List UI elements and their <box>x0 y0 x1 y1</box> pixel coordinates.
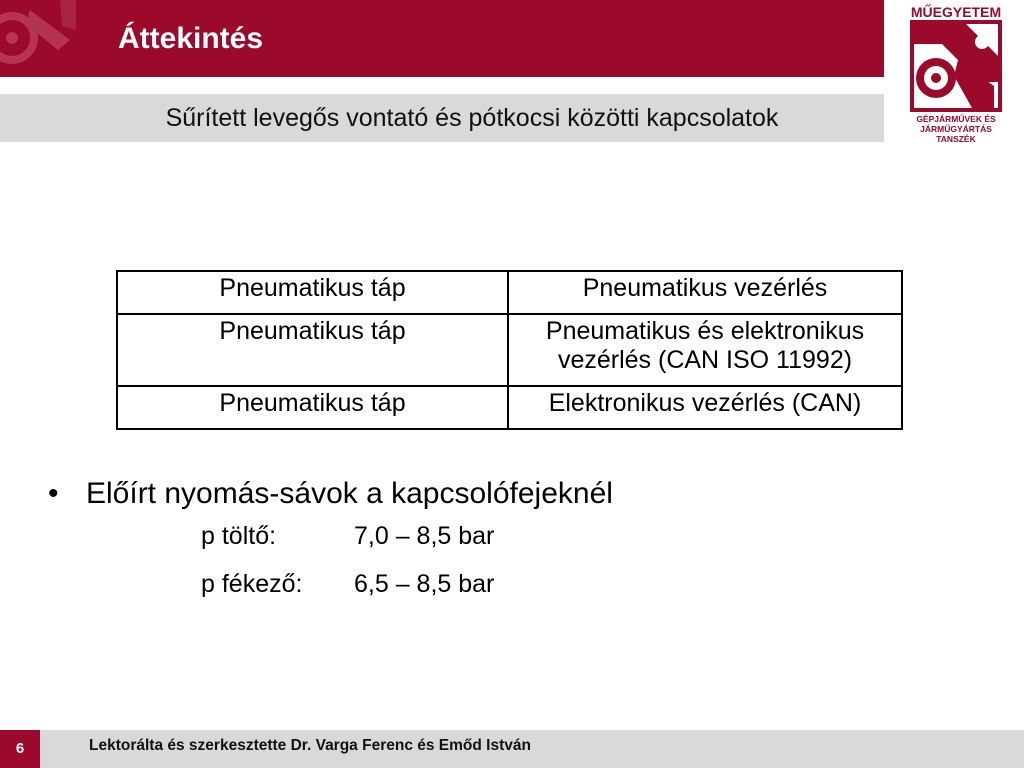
connection-table <box>116 270 903 430</box>
table-row <box>117 314 902 386</box>
table-cell: Pneumatikus és elektronikus vezérlés (CAN ISO 11992) <box>508 314 902 386</box>
table-cell: Elektronikus vezérlés (CAN) <box>508 386 902 429</box>
table-cell: Pneumatikus táp <box>117 271 508 314</box>
logo-top-text: MŰEGYETEM <box>910 4 1002 20</box>
title-bar <box>0 0 884 77</box>
table-row <box>117 271 902 314</box>
page-title: Áttekintés <box>118 22 264 55</box>
pressure-value: 6,5 – 8,5 bar <box>354 570 495 598</box>
table-cell: Pneumatikus táp <box>117 314 508 386</box>
pressure-label: p fékező: <box>201 570 303 598</box>
table-row <box>117 386 902 429</box>
wheel-decoration-icon <box>0 0 90 77</box>
subtitle-bar <box>0 94 884 142</box>
bullet-item <box>48 474 613 514</box>
university-logo <box>900 0 1024 148</box>
pressure-row-charge <box>201 520 494 552</box>
wheel-car-icon <box>910 20 1002 112</box>
pressure-value: 7,0 – 8,5 bar <box>354 522 495 550</box>
table-cell: Pneumatikus táp <box>117 386 508 429</box>
pressure-row-brake <box>201 568 494 600</box>
logo-line-3: TANSZÉK <box>936 134 976 144</box>
pressure-label: p töltő: <box>201 522 277 550</box>
bullet-symbol: • <box>48 477 59 510</box>
page-subtitle: Sűrített levegős vontató és pótkocsi közötti kapcsolatok <box>165 104 779 132</box>
logo-department-text <box>900 114 1012 144</box>
logo-line-2: JÁRMŰGYÁRTÁS <box>920 124 992 134</box>
bullet-text: Előírt nyomás-sávok a kapcsolófejeknél <box>86 477 613 510</box>
table-cell: Pneumatikus vezérlés <box>508 271 902 314</box>
page-number: 6 <box>0 730 40 768</box>
logo-line-1: GÉPJÁRMŰVEK ÉS <box>916 114 996 124</box>
footer-credit: Lektorálta és szerkesztette Dr. Varga Ferenc és Emőd István <box>89 737 531 754</box>
